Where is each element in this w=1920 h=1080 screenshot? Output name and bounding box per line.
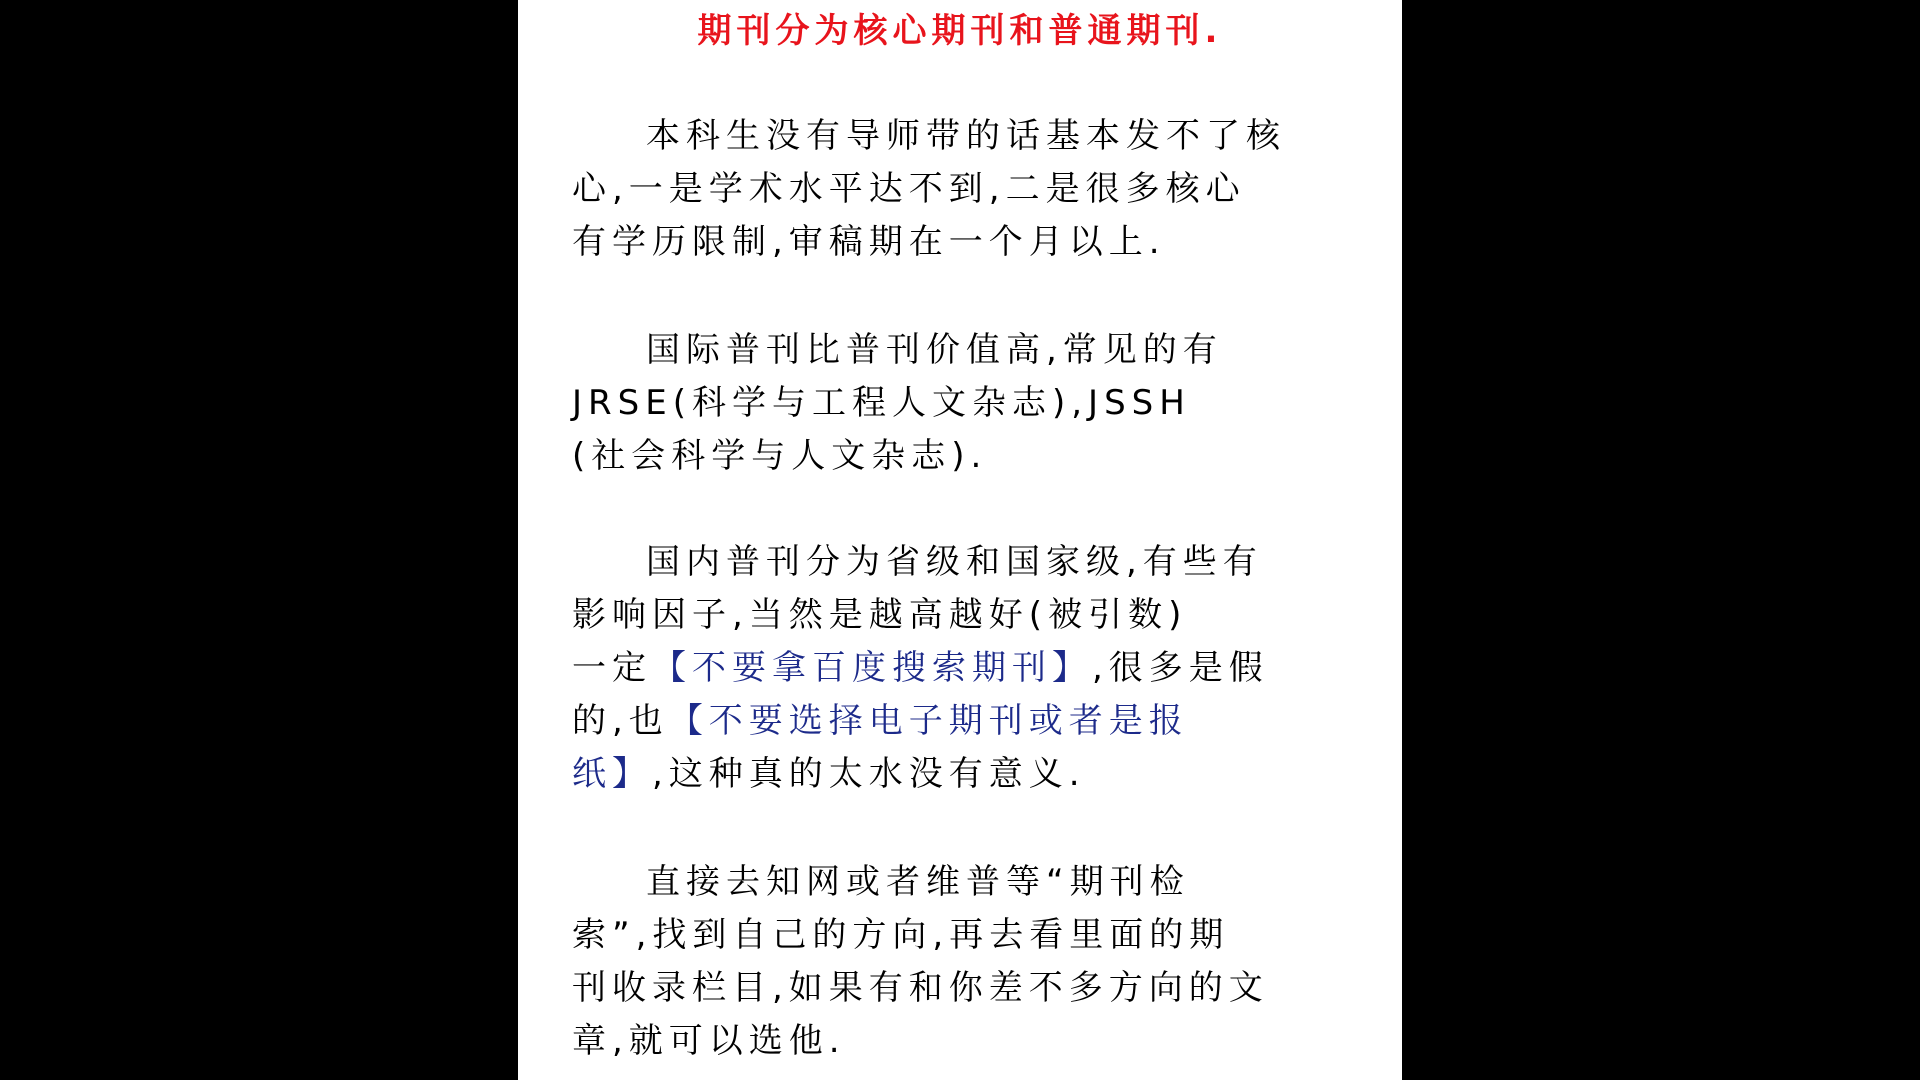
paragraph-line: (社会科学与人文杂志). <box>572 436 988 476</box>
paragraph-international-journals <box>572 324 1362 483</box>
paragraph-line <box>572 748 1362 801</box>
line-text: 的,也 <box>572 701 669 741</box>
paragraph-line: 直接去知网或者维普等“期刊检 <box>646 862 1190 902</box>
paragraph-line <box>572 695 1362 748</box>
line-text: ,很多是假 <box>1092 648 1269 688</box>
paragraph-line: JRSE(科学与工程人文杂志),JSSH <box>572 383 1191 423</box>
highlight-warning: 纸】 <box>572 754 652 794</box>
document-page <box>518 0 1402 1080</box>
paragraph-search-advice <box>572 856 1362 1068</box>
line-text: ,这种真的太水没有意义. <box>652 754 1086 794</box>
paragraph-line: 索”,找到自己的方向,再去看里面的期 <box>572 915 1230 955</box>
paragraph-line: 章,就可以选他. <box>572 1021 846 1061</box>
paragraph-line: 影响因子,当然是越高越好(被引数) <box>572 595 1188 635</box>
line-text: 一定 <box>572 648 652 688</box>
highlight-warning: 【不要拿百度搜索期刊】 <box>652 648 1092 688</box>
paragraph-core-journals <box>572 110 1362 269</box>
paragraph-line: 刊收录栏目,如果有和你差不多方向的文 <box>572 968 1269 1008</box>
headline: 期刊分为核心期刊和普通期刊. <box>697 11 1223 51</box>
paragraph-line: 国内普刊分为省级和国家级,有些有 <box>646 542 1263 582</box>
paragraph-domestic-journals <box>572 536 1362 801</box>
paragraph-line: 有学历限制,审稿期在一个月以上. <box>572 222 1166 262</box>
paragraph-line: 心,一是学术水平达不到,二是很多核心 <box>572 169 1246 209</box>
paragraph-line: 国际普刊比普刊价值高,常见的有 <box>646 330 1223 370</box>
paragraph-line: 本科生没有导师带的话基本发不了核 <box>646 116 1286 156</box>
highlight-warning: 【不要选择电子期刊或者是报 <box>668 701 1189 741</box>
paragraph-line <box>572 642 1362 695</box>
